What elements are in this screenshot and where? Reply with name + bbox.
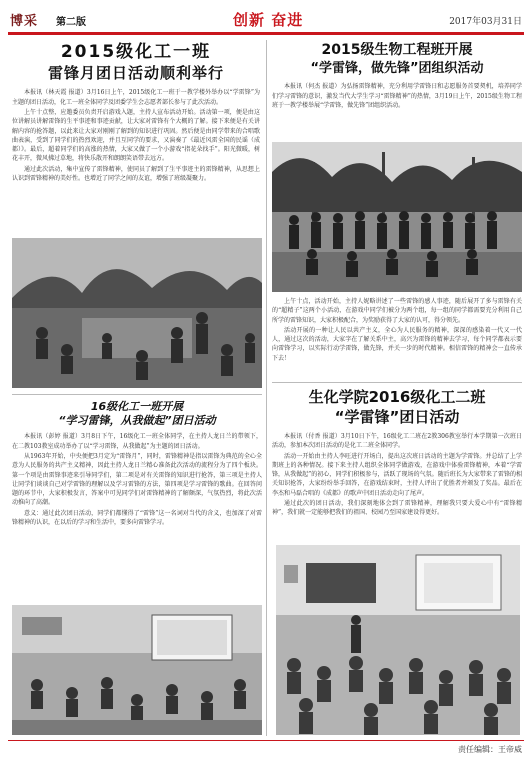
section-divider — [12, 394, 262, 395]
article-3-paragraph: 意义：通过此次团日活动，同学们都懂得了“雷锋”这一名词对当代的含义，也加深了对雷锋精神的认识，在以后的学习和生活中，要多向雷锋学习。 — [12, 509, 262, 527]
group-photo-trees — [272, 142, 522, 292]
article-3-paragraph: 本报讯（彭婷 报道）3月8日下午，16级化工一班全体同学，在主持人龙日兰的带领下，在二教103教室成功举办了以“学习雷锋，从我做起”为主题的团日活动。 — [12, 433, 262, 450]
section-divider — [272, 382, 522, 383]
masthead-divider — [8, 34, 524, 35]
article-3-title-line1: 16级化工一班开展 — [90, 400, 184, 413]
article-1-photo — [12, 238, 262, 388]
article-4-title-line2: “学雷锋”团日活动 — [334, 408, 460, 426]
article-1-title-line2: 雷锋月团日活动顺利举行 — [47, 64, 224, 83]
article-4-paragraph: 本报讯（付香 报道）3月10日下午，16级化工二班在2教306教室举行本学期第一次班日活动，参加本次团日活动的是化工二班全体同学。 — [272, 433, 522, 450]
article-2-continued — [272, 297, 522, 379]
article-2-title-line2: “学雷锋，做先锋”团组织活动 — [310, 60, 484, 76]
article-1-paragraph: 通过此次活动，集中宣传了雷锋精神，使同员了解到了生平事迹主的雷锋精神，从思想上认识到雷锋精神的美好性。也增近了同学之间的友谊，增强了班级凝聚力。 — [12, 165, 260, 183]
masthead-brand: 博采 — [10, 14, 39, 29]
masthead-edition: 第二版 — [56, 17, 86, 28]
footer-divider — [8, 740, 524, 741]
masthead-slogan: 创新 奋进 — [233, 11, 304, 29]
article-3-paragraph: 从1963年开始，中央便把3月定为“雷锋月”，同时，雷锋精神是指以雷锋为典范的全心全意为人民服务的共产主义精神，因此主持人龙日兰精心准备此次活动的流程分为了四个板块。第一个项是由雷锋事迹来引导同学们，第二项是对有关雷锋的知识进行抢答，第三项是主持人让同学们谈谈自己对学雷锋的理解以及学习雷锋的方法，第四项是学习雷锋的歌曲。在回答问题的环节中，大家积极发言，答案中可见同学们对雷锋精神的了解颇深，气氛热烈，将此次活动推向了高潮。 — [12, 452, 262, 507]
article-2-paragraph: 本报讯（何杰 报道）为弘扬雷锋精神，充分利用学雷锋日和志愿服务首要契机，培养同学们学习雷锋的意识，激发当代大学生学习“雷锋精神”的热情，3月19日上午，2015级生物工程班于一教学楼举展“学雷锋，做先锋”团组织活动。 — [272, 83, 522, 109]
article-4-paragraph: 活动一开始由主持人李旺进行开场白，提出这次班日活动的主题为学雷锋。并总结了上学期班上的各种情况。接下来主持人组织全体同学做游戏，在游戏中体验雷锋精神，本着“学雷锋，从我做起”的初心，同学们积极参与，活跃了现场的气氛。随后班长为大家带来了雷锋的相关知识抢答，大家纷纷举手回答，在游戏结束时，主持人评出了优胜者并颁发了奖品。最后在李杰和马磊合唱的《成都》的歌声中团日活动走向了尾声。 — [272, 452, 522, 497]
article-2-title-line1: 2015级生物工程班开展 — [321, 42, 473, 58]
article-4-title-line1: 生化学院2016级化工二班 — [308, 388, 486, 406]
column-divider — [266, 40, 267, 736]
article-2-paragraph: 上午十点，活动开始，主持人妮略讲述了一些雷锋的感人事迹，随后展开了多与雷锋有关的“超精子”这两个小活动，在游戏中同学们被分为两个组，每一组的同学都需要充分利用自己所学的雷锋知识，大家积极配合，为奖励获得了大家的认可，得分领先。 — [272, 298, 522, 324]
outdoor-group-photo — [12, 238, 262, 388]
article-1-paragraph: 上午十点整，应邀委员负责开启游戏入题，主持人宣布活动开始。活动第一项，便是由这位讲解员讲解雷锋的生平事迹和事迹贡献，让大家对雷锋有个大概的了解。接下来便是有关讲解内容的抢答题，以此来让大家对刚刚了解到的知识进行巩固。然后便是由同学带来的合唱歌曲表演，受到了同学们的热烈欢迎，并且互同学的要求，又演奏了《最近风雷全国的民谣（成都）》。最后，超着同学们的高涨的热情，大家又做了一个小游戏“指花朵找手”。阳光微暖，树花丰开，微风拂过草地，将快乐散开和朗朗笑语带去远方。 — [12, 108, 260, 163]
article-4-photo — [276, 545, 520, 735]
masthead-date: 2017年03月31日 — [449, 17, 522, 27]
article-3-photo — [12, 605, 262, 735]
article-2 — [272, 42, 522, 138]
article-4-paragraph: 通过此次的团日活动，我们深刻地体会到了雷锋精神，理解我只要大爱心中有“雷锋精神”，我们就一定能够把我们的祖国、校园乃至国家建设得更好。 — [272, 500, 522, 517]
footer-editor: 责任编辑：王帝威 — [458, 745, 522, 754]
article-3-title-line2: “学习雷锋，从我做起”团日活动 — [58, 414, 216, 428]
article-1 — [12, 42, 260, 232]
masthead — [8, 8, 524, 34]
article-1-title-line1: 2015级化工一班 — [60, 42, 212, 62]
article-4 — [272, 388, 522, 538]
article-2-paragraph: 活动开展的一种让人民以共产主义，全心为人民服务的精神，深深的感染着一代又一代人，通过这次的活动，大家字在了解关系中主，高兴为雷锋的精神去学习，每个同学都表示要向雷锋学习，以实际行动学雷锋，做先锋，并关一步的时代精神。相信雷锋的精神会一直传承下去！ — [272, 326, 522, 362]
article-2-photo — [272, 142, 522, 292]
article-3 — [12, 400, 262, 600]
article-1-paragraph: 本报讯（林天霞 报道）3月16日上午，2015级化工一班于一教学楼外举办以“学雷锋”为主题的团日活动，化工一班全体同学及团委学生会志愿者部长参与了此次活动。 — [12, 89, 260, 106]
classroom-photo — [12, 605, 262, 735]
lecture-hall-photo — [276, 545, 520, 735]
